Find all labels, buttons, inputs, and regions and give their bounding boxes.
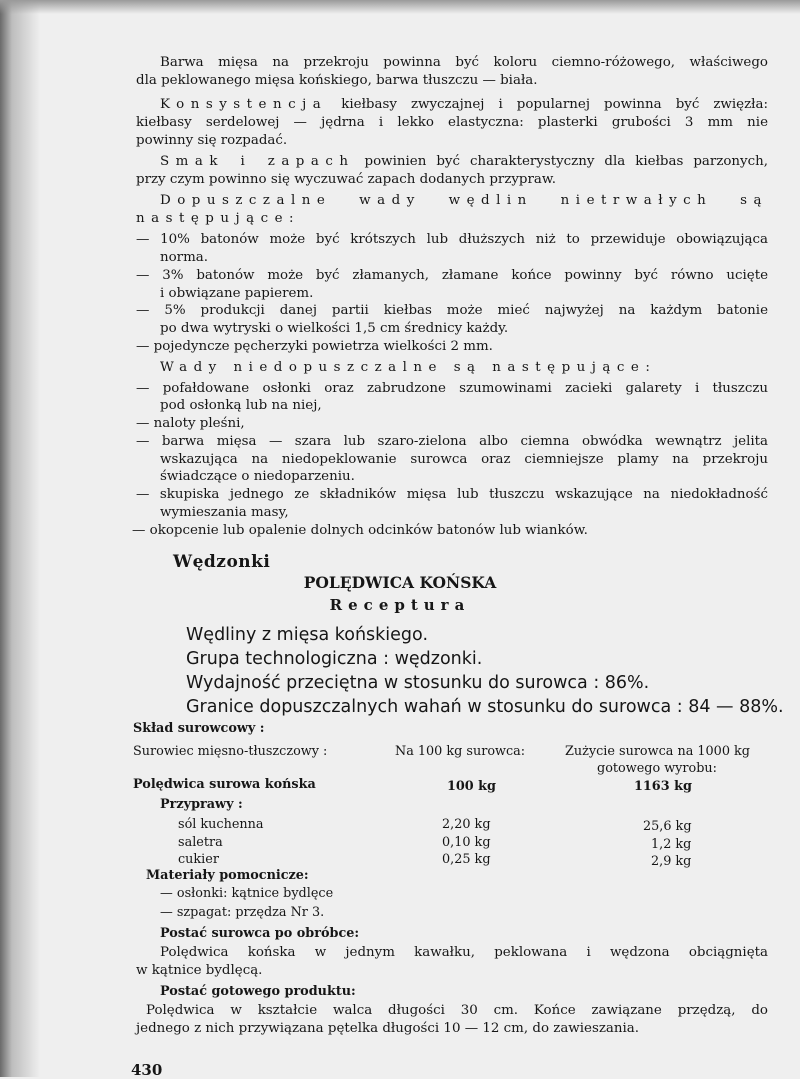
- konsystencja-line2: kiełbasy serdelowej — jędrna i lekko elastyczna: plasterki grubości 3 mm nie: [136, 115, 768, 130]
- recipe-line: Wędliny z mięsa końskiego.: [186, 625, 429, 645]
- postac-produktu-line1: Polędwica w kształcie walca długości 30 cm. Końce zawiązane przędzą, do: [146, 1003, 768, 1018]
- spice-per1000: 25,6 kg: [643, 819, 692, 834]
- material-item: — szpagat: przędza Nr 3.: [160, 905, 325, 920]
- recipe-line: Wydajność przeciętna w stosunku do surowca : 86%.: [186, 673, 650, 693]
- dopuszczalne-heading-line2: następujące:: [136, 211, 301, 226]
- smak-line1: [160, 153, 768, 171]
- row-main-per1000: 1163 kg: [634, 779, 692, 794]
- list-item: — okopcenie lub opalenie dolnych odcinków batonów lub wianków.: [132, 523, 588, 538]
- postac-surowca-line1: Polędwica końska w jednym kawałku, peklowana i wędzona obciągnięta: [160, 945, 768, 960]
- list-item-cont: pod osłonką lub na niej,: [160, 398, 322, 413]
- dopuszczalne-heading-line1: Dopuszczalne wady wędlin nietrwałych są: [160, 193, 768, 208]
- col-header-per-100kg: Na 100 kg surowca:: [395, 744, 526, 759]
- konsystencja-text: kiełbasy zwyczajnej i popularnej powinna być zwięzła:: [341, 97, 768, 112]
- postac-produktu-line2: jednego z nich przywiązana pętelka długości 10 — 12 cm, do zawieszania.: [136, 1021, 640, 1036]
- list-item-cont: wskazująca na niedopeklowanie surowca oraz ciemniejsze plamy na przekroju: [160, 452, 768, 467]
- spice-name: saletra: [178, 835, 223, 850]
- smak-label: Smak i zapach: [160, 154, 355, 169]
- page-top-shadow: [0, 0, 800, 14]
- spice-per100: 0,10 kg: [442, 835, 491, 850]
- konsystencja-label: Konsystencja: [160, 97, 328, 112]
- col-header-per-1000kg: Zużycie surowca na 1000 kg: [565, 744, 750, 759]
- section-heading: Wędzonki: [173, 552, 271, 572]
- materialy-label: Materiały pomocnicze:: [146, 868, 309, 883]
- material-item: — osłonki: kątnice bydlęce: [160, 886, 334, 901]
- list-item-cont: wymieszania masy,: [160, 505, 289, 520]
- page-gutter-shadow: [0, 0, 40, 1077]
- smak-line2: przy czym powinno się wyczuwać zapach dodanych przypraw.: [136, 172, 557, 187]
- col-header-per-1000kg-line2: gotowego wyrobu:: [597, 761, 717, 776]
- spice-per100: 0,25 kg: [442, 852, 491, 867]
- list-item: — pofałdowane osłonki oraz zabrudzone szumowinami zacieki galarety i tłuszczu: [136, 381, 768, 396]
- spice-per1000: 1,2 kg: [651, 837, 692, 852]
- spice-per100: 2,20 kg: [442, 817, 491, 832]
- list-item-cont: norma.: [160, 250, 209, 265]
- row-main-per100: 100 kg: [447, 779, 496, 794]
- spice-name: cukier: [178, 852, 219, 867]
- list-item: — pojedyncze pęcherzyki powietrza wielkości 2 mm.: [136, 339, 493, 354]
- list-item: — 3% batonów może być złamanych, złamane końce powinny być równo ucięte: [136, 268, 768, 283]
- spice-per1000: 2,9 kg: [651, 854, 692, 869]
- smak-text: powinien być charakterystyczny dla kiełbas parzonych,: [364, 154, 769, 169]
- intro-para1-line2: dla peklowanego mięsa końskiego, barwa tłuszczu — biała.: [136, 73, 538, 88]
- konsystencja-line1: [160, 96, 768, 114]
- konsystencja-line3: powinny się rozpadać.: [136, 133, 288, 148]
- list-item: — 5% produkcji danej partii kiełbas może mieć najwyżej na każdym batonie: [136, 303, 768, 318]
- niedopuszczalne-heading: Wady niedopuszczalne są następujące:: [160, 360, 657, 375]
- recipe-title: POLĘDWICA KOŃSKA: [303, 573, 497, 592]
- spice-name: sól kuchenna: [178, 817, 264, 832]
- list-item-cont: świadczące o niedoparzeniu.: [160, 469, 355, 484]
- recipe-line: Grupa technologiczna : wędzonki.: [186, 649, 483, 669]
- list-item: — 10% batonów może być krótszych lub dłuższych niż to przewiduje obowiązująca: [136, 232, 768, 247]
- list-item: — barwa mięsa — szara lub szaro-zielona albo ciemna obwódka wewnątrz jelita: [136, 434, 768, 449]
- postac-surowca-line2: w kątnice bydlęcą.: [136, 963, 263, 978]
- postac-surowca-heading: Postać surowca po obróbce:: [160, 926, 360, 941]
- col-header-raw-material: Surowiec mięsno-tłuszczowy :: [133, 744, 328, 759]
- list-item: — naloty pleśni,: [136, 416, 245, 431]
- przyprawy-label: Przyprawy :: [160, 797, 243, 812]
- list-item: — skupiska jednego ze składników mięsa lub tłuszczu wskazujące na niedokładność: [136, 487, 768, 502]
- list-item-cont: po dwa wytryski o wielkości 1,5 cm średnicy każdy.: [160, 321, 509, 336]
- postac-produktu-heading: Postać gotowego produktu:: [160, 984, 356, 999]
- recipe-line: Granice dopuszczalnych wahań w stosunku do surowca : 84 — 88%.: [186, 697, 784, 717]
- list-item-cont: i obwiązane papierem.: [160, 286, 314, 301]
- row-main-name: Polędwica surowa końska: [133, 777, 316, 792]
- intro-para1-line1: Barwa mięsa na przekroju powinna być koloru ciemno-różowego, właściwego: [160, 55, 768, 70]
- sklad-heading: Skład surowcowy :: [133, 721, 265, 736]
- page-number: 430: [131, 1061, 163, 1079]
- recipe-subtitle: Receptura: [329, 596, 471, 614]
